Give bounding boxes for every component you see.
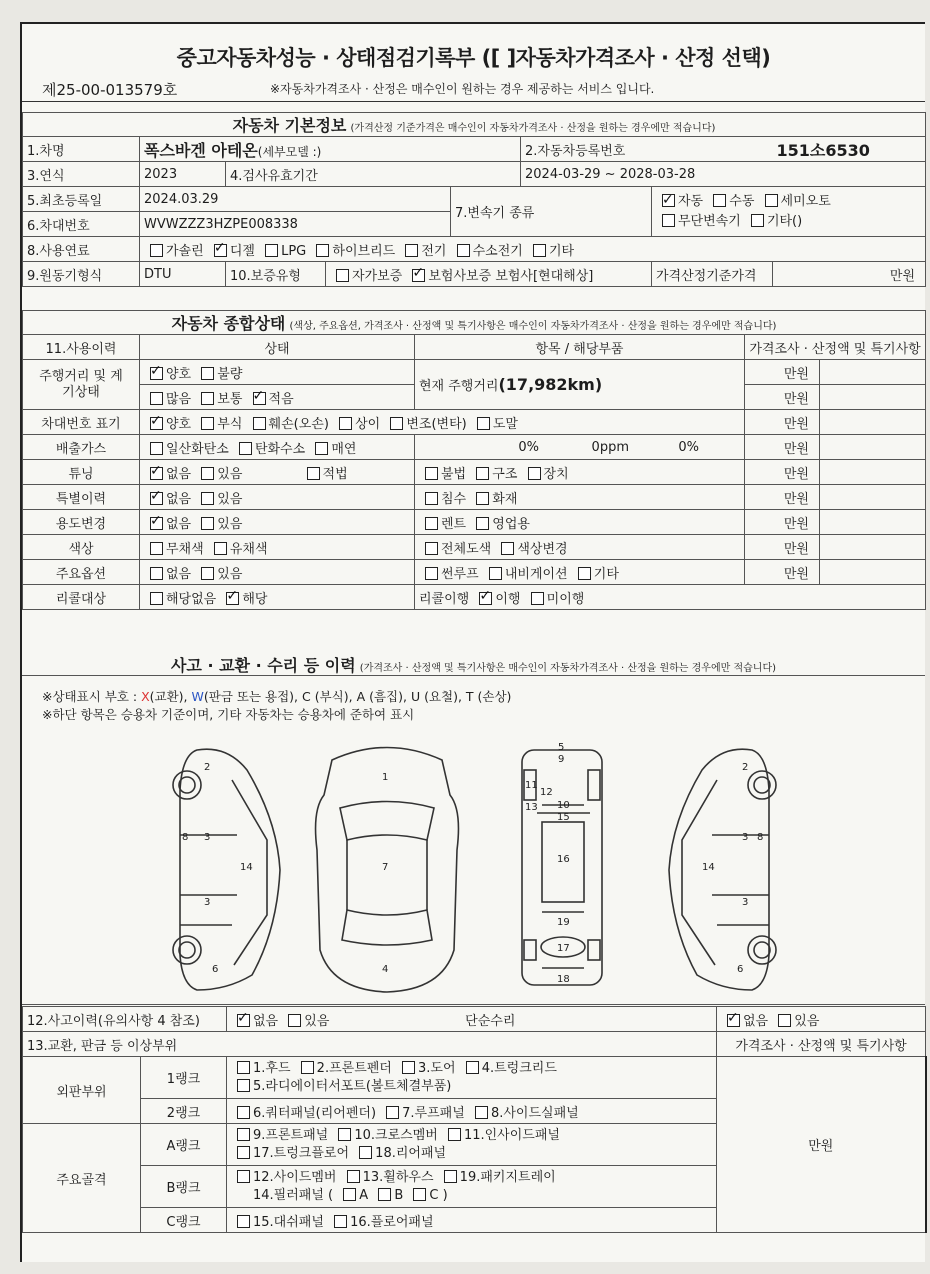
checkbox-color-change[interactable] xyxy=(501,542,514,555)
checkbox-recall-none[interactable] xyxy=(150,592,163,605)
rank-1-label: 1랭크 xyxy=(141,1057,227,1099)
part-label: 3 xyxy=(204,832,211,843)
fuel-options: 가솔린 ✓ 디젤 LPG 하이브리드 전기 수소전기 기타 xyxy=(140,237,926,262)
checkbox-sunroof[interactable] xyxy=(425,567,438,580)
checkbox-gasoline[interactable] xyxy=(150,244,163,257)
checkbox-inside-panel[interactable] xyxy=(448,1128,461,1141)
accident-section-header: 사고 · 교환 · 수리 등 이력 (가격조사 · 산정액 및 특기사항은 매수인이 자동차가격조사 · 산정을 원하는 경우에만 적습니다) xyxy=(22,650,925,676)
year-label: 3.연식 xyxy=(23,162,140,187)
document-number: 제25-00-013579호 xyxy=(42,81,178,99)
part-label: 2 xyxy=(204,762,211,773)
part-label: 18 xyxy=(557,974,570,985)
checkbox-front-fender[interactable] xyxy=(301,1061,314,1074)
checkbox-insurer-warranty[interactable] xyxy=(412,269,425,282)
checkbox-options-none[interactable] xyxy=(150,567,163,580)
checkbox-hc[interactable] xyxy=(239,442,252,455)
checkbox-side-sill[interactable] xyxy=(475,1106,488,1119)
rank-2-items: 6.쿼터패널(리어펜더) 7.루프패널 8.사이드실패널 xyxy=(227,1099,717,1124)
checkbox-vin-altered[interactable] xyxy=(390,417,403,430)
part-label: 3 xyxy=(742,832,749,843)
usage-change-detail: 렌트 영업용 xyxy=(415,510,745,535)
base-price-unit: 만원 xyxy=(773,262,926,287)
usage-change-options: ✓ 없음 있음 xyxy=(140,510,415,535)
basic-info-header: 자동차 기본정보 (가격산정 기준가격은 매수인이 자동차가격조사 · 산정을 원하는 경우에만 적습니다) xyxy=(23,113,926,137)
checkbox-recall-applicable[interactable] xyxy=(226,592,239,605)
checkbox-mileage-normal[interactable] xyxy=(201,392,214,405)
emission-values: 0% 0ppm 0% xyxy=(415,435,745,460)
transmission-label: 7.변속기 종류 xyxy=(451,187,652,237)
checkbox-vin-painted[interactable] xyxy=(477,417,490,430)
checkbox-tuning-legal[interactable] xyxy=(307,467,320,480)
overall-state-header: 자동차 종합상태 (색상, 주요옵션, 가격조사 · 산정액 및 특기사항은 매수인이 자동차가격조사 · 산정을 원하는 경우에만 적습니다) xyxy=(23,311,926,335)
price-unit: 만원 xyxy=(745,510,820,535)
price-unit: 만원 xyxy=(745,485,820,510)
part-label: 4 xyxy=(382,964,389,975)
checkbox-auto[interactable] xyxy=(662,194,675,207)
checkbox-pillar-a[interactable] xyxy=(343,1188,356,1201)
tuning-detail: 불법 구조 장치 xyxy=(415,460,745,485)
checkbox-options-yes[interactable] xyxy=(201,567,214,580)
rank-2-label: 2랭크 xyxy=(141,1099,227,1124)
mileage-label: 주행거리 및 계기상태 xyxy=(23,360,140,410)
checkbox-roof-panel[interactable] xyxy=(386,1106,399,1119)
main-options-label: 주요옵션 xyxy=(23,560,140,585)
checkbox-vin-different[interactable] xyxy=(339,417,352,430)
checkbox-tuning-structure[interactable] xyxy=(476,467,489,480)
vin-state-label: 차대번호 표기 xyxy=(23,410,140,435)
checkbox-electric[interactable] xyxy=(405,244,418,257)
accident-history-options: ✓ 없음 있음 단순수리 xyxy=(227,1007,717,1032)
checkbox-manual[interactable] xyxy=(713,194,726,207)
color-detail: 전체도색 색상변경 xyxy=(415,535,745,560)
part-label: 14 xyxy=(702,862,715,873)
vin-label: 6.차대번호 xyxy=(23,212,140,237)
part-label: 12 xyxy=(540,787,553,798)
part-label: 3 xyxy=(204,897,211,908)
checkbox-wheel-house[interactable] xyxy=(347,1170,360,1183)
checkbox-front-panel[interactable] xyxy=(237,1128,250,1141)
checkbox-fuel-other[interactable] xyxy=(533,244,546,257)
part-label: 16 xyxy=(557,854,570,865)
checkbox-trans-other[interactable] xyxy=(751,214,764,227)
first-reg-label: 5.최초등록일 xyxy=(23,187,140,212)
checkbox-recall-done[interactable] xyxy=(479,592,492,605)
price-unit: 만원 xyxy=(745,560,820,585)
checkbox-hood[interactable] xyxy=(237,1061,250,1074)
mileage-state-row2: 많음 보통 ✓ 적음 xyxy=(140,385,415,410)
emission-label: 배출가스 xyxy=(23,435,140,460)
rank-b-items: 12.사이드멤버 13.휠하우스 19.패키지트레이 14.필러패널 ( A B C ) xyxy=(227,1166,717,1208)
part-label: 11 xyxy=(525,780,538,791)
vin-state-options: ✓ 양호 부식 훼손(오손) 상이 변조(변타) 도말 xyxy=(140,410,745,435)
fuel-label: 8.사용연료 xyxy=(23,237,140,262)
checkbox-full-paint[interactable] xyxy=(425,542,438,555)
recall-options: 해당없음 ✓ 해당 xyxy=(140,585,415,610)
part-label: 14 xyxy=(240,862,253,873)
simple-repair-options: ✓ 없음 있음 xyxy=(717,1007,926,1032)
car-right-side-view xyxy=(669,749,776,990)
year: 2023 xyxy=(140,162,226,187)
part-label: 8 xyxy=(182,832,189,843)
first-reg: 2024.03.29 xyxy=(140,187,451,212)
main-options-detail: 썬루프 내비게이션 기타 xyxy=(415,560,745,585)
special-history-label: 특별이력 xyxy=(23,485,140,510)
price-unit: 만원 xyxy=(745,410,820,435)
checkbox-commercial[interactable] xyxy=(476,517,489,530)
price-unit: 만원 xyxy=(745,460,820,485)
checkbox-semi-auto[interactable] xyxy=(765,194,778,207)
mileage-state-row1: ✓양호 불량 xyxy=(140,360,415,385)
motor: DTU xyxy=(140,262,226,287)
transmission-options: ✓자동 수동 세미오토 무단변속기 기타() xyxy=(652,187,926,237)
color-label: 색상 xyxy=(23,535,140,560)
reg-no-label: 2.자동차등록번호 xyxy=(521,137,773,162)
checkbox-pillar-c[interactable] xyxy=(413,1188,426,1201)
car-left-side-view xyxy=(173,749,280,990)
motor-label: 9.원동기형식 xyxy=(23,262,140,287)
checkbox-simple-none[interactable] xyxy=(727,1014,740,1027)
price-service-notice: ※자동차가격조사 · 산정은 매수인이 원하는 경우 제공하는 서비스 입니다. xyxy=(270,82,655,96)
checkbox-usage-none[interactable] xyxy=(150,517,163,530)
checkbox-mileage-low[interactable] xyxy=(253,392,266,405)
checkbox-cvt[interactable] xyxy=(662,214,675,227)
part-label: 17 xyxy=(557,943,570,954)
exchange-price-col: 가격조사 · 산정액 및 특기사항 xyxy=(717,1032,926,1057)
price-unit: 만원 xyxy=(745,535,820,560)
checkbox-radiator-support[interactable] xyxy=(237,1079,250,1092)
part-label: 10 xyxy=(557,800,570,811)
accident-section xyxy=(22,650,925,1005)
exchange-label: 13.교환, 판금 등 이상부위 xyxy=(23,1032,717,1057)
checkbox-flood[interactable] xyxy=(425,492,438,505)
validity: 2024-03-29 ~ 2028-03-28 xyxy=(521,162,926,187)
exchange-price-unit: 만원 xyxy=(717,1057,926,1233)
checkbox-smoke[interactable] xyxy=(315,442,328,455)
part-label: 6 xyxy=(737,964,744,975)
current-mileage: 현재 주행거리(17,982km) xyxy=(415,360,745,410)
checkbox-package-tray[interactable] xyxy=(444,1170,457,1183)
part-label: 2 xyxy=(742,762,749,773)
document-title: 중고자동차성능 · 상태점검기록부 ([ ]자동차가격조사 · 산정 선택) xyxy=(176,46,771,70)
validity-label: 4.검사유효기간 xyxy=(226,162,521,187)
special-history-options: ✓ 없음 있음 xyxy=(140,485,415,510)
checkbox-vin-damaged[interactable] xyxy=(253,417,266,430)
checkbox-pillar-b[interactable] xyxy=(378,1188,391,1201)
col-item: 항목 / 해당부품 xyxy=(415,335,745,360)
checkbox-door[interactable] xyxy=(402,1061,415,1074)
accident-history-label: 12.사고이력(유의사항 4 참조) xyxy=(23,1007,227,1032)
part-label: 9 xyxy=(558,754,565,765)
checkbox-trunk-floor[interactable] xyxy=(237,1146,250,1159)
checkbox-mileage-high[interactable] xyxy=(150,392,163,405)
checkbox-accident-yes[interactable] xyxy=(288,1014,301,1027)
checkbox-diesel[interactable] xyxy=(214,244,227,257)
tuning-label: 튜닝 xyxy=(23,460,140,485)
recall-label: 리콜대상 xyxy=(23,585,140,610)
checkbox-tuning-none[interactable] xyxy=(150,467,163,480)
part-label: 3 xyxy=(742,897,749,908)
checkbox-rent[interactable] xyxy=(425,517,438,530)
checkbox-tuning-illegal[interactable] xyxy=(425,467,438,480)
checkbox-side-member[interactable] xyxy=(237,1170,250,1183)
outer-panel-label: 외판부위 xyxy=(23,1057,141,1124)
frame-label: 주요골격 xyxy=(23,1124,141,1233)
emission-options: 일산화탄소 탄화수소 매연 xyxy=(140,435,415,460)
checkbox-co[interactable] xyxy=(150,442,163,455)
vin: WVWZZZ3HZPE008338 xyxy=(140,212,451,237)
checkbox-mileage-bad[interactable] xyxy=(201,367,214,380)
car-name: 폭스바겐 아테온(세부모델 :) xyxy=(140,137,521,162)
rank-a-items: 9.프론트패널 10.크로스멤버 11.인사이드패널 17.트렁크플로어 18.리어패널 xyxy=(227,1124,717,1166)
checkbox-hybrid[interactable] xyxy=(316,244,329,257)
usage-change-label: 용도변경 xyxy=(23,510,140,535)
rank-c-items: 15.대쉬패널 16.플로어패널 xyxy=(227,1208,717,1233)
checkbox-rear-panel[interactable] xyxy=(359,1146,372,1159)
checkbox-lpg[interactable] xyxy=(265,244,278,257)
rank-b-label: B랭크 xyxy=(141,1166,227,1208)
price-unit: 만원 xyxy=(745,435,820,460)
part-label: 6 xyxy=(212,964,219,975)
recall-done: 리콜이행 ✓ 이행 미이행 xyxy=(415,585,926,610)
price-unit: 만원 xyxy=(745,360,820,385)
checkbox-special-none[interactable] xyxy=(150,492,163,505)
checkbox-floor-panel[interactable] xyxy=(334,1215,347,1228)
checkbox-cross-member[interactable] xyxy=(338,1128,351,1141)
tuning-options: ✓ 없음 있음 적법 xyxy=(140,460,415,485)
checkbox-tuning-device[interactable] xyxy=(528,467,541,480)
checkbox-chromatic[interactable] xyxy=(214,542,227,555)
warranty-label: 10.보증유형 xyxy=(226,262,326,287)
car-diagram xyxy=(22,740,925,1000)
special-history-detail: 침수 화재 xyxy=(415,485,745,510)
part-label: 7 xyxy=(382,862,389,873)
inspection-record-document xyxy=(20,22,925,1262)
checkbox-quarter-panel[interactable] xyxy=(237,1106,250,1119)
overall-state-table xyxy=(22,310,926,610)
document-header xyxy=(22,24,925,102)
part-label: 5 xyxy=(558,742,565,753)
main-options: 없음 있음 xyxy=(140,560,415,585)
checkbox-trunk-lid[interactable] xyxy=(466,1061,479,1074)
car-name-label: 1.차명 xyxy=(23,137,140,162)
checkbox-hydrogen[interactable] xyxy=(457,244,470,257)
part-label: 1 xyxy=(382,772,389,783)
rank-c-label: C랭크 xyxy=(141,1208,227,1233)
col-price: 가격조사 · 산정액 및 특기사항 xyxy=(745,335,926,360)
base-price-label: 가격산정기준가격 xyxy=(652,262,773,287)
checkbox-achromatic[interactable] xyxy=(150,542,163,555)
checkbox-simple-yes[interactable] xyxy=(778,1014,791,1027)
checkbox-dash-panel[interactable] xyxy=(237,1215,250,1228)
warranty-options: 자가보증 ✓ 보험사보증 보험사[현대해상] xyxy=(326,262,652,287)
price-unit: 만원 xyxy=(745,385,820,410)
part-label: 8 xyxy=(757,832,764,843)
part-label: 19 xyxy=(557,917,570,928)
checkbox-fire[interactable] xyxy=(476,492,489,505)
simple-repair-label: 단순수리 xyxy=(465,1013,516,1029)
checkbox-vin-corroded[interactable] xyxy=(201,417,214,430)
checkbox-accident-none[interactable] xyxy=(237,1014,250,1027)
rank-a-label: A랭크 xyxy=(141,1124,227,1166)
rank-1-items: 1.후드 2.프론트펜더 3.도어 4.트렁크리드 5.라디에이터서포트(볼트체결부품) xyxy=(227,1057,717,1099)
basic-info-table xyxy=(22,112,926,287)
checkbox-mileage-good[interactable] xyxy=(150,367,163,380)
part-label: 15 xyxy=(557,812,570,823)
checkbox-recall-not-done[interactable] xyxy=(531,592,544,605)
checkbox-vin-good[interactable] xyxy=(150,417,163,430)
checkbox-tuning-yes[interactable] xyxy=(201,467,214,480)
part-label: 13 xyxy=(525,802,538,813)
checkbox-self-warranty[interactable] xyxy=(336,269,349,282)
checkbox-options-other[interactable] xyxy=(578,567,591,580)
symbol-legend: ※상태표시 부호 : X(교환), W(판금 또는 용접), C (부식), A (흠집), U (요철), T (손상) ※하단 항목은 승용차 기준이며, 기타 자동차는 승용차에 준하여 표시 xyxy=(42,689,512,722)
checkbox-usage-yes[interactable] xyxy=(201,517,214,530)
reg-no: 151소6530 xyxy=(773,137,926,162)
col-history: 11.사용이력 xyxy=(23,335,140,360)
col-state: 상태 xyxy=(140,335,415,360)
color-options: 무채색 유채색 xyxy=(140,535,415,560)
checkbox-navigation[interactable] xyxy=(489,567,502,580)
checkbox-special-yes[interactable] xyxy=(201,492,214,505)
exchange-table xyxy=(22,1006,927,1233)
